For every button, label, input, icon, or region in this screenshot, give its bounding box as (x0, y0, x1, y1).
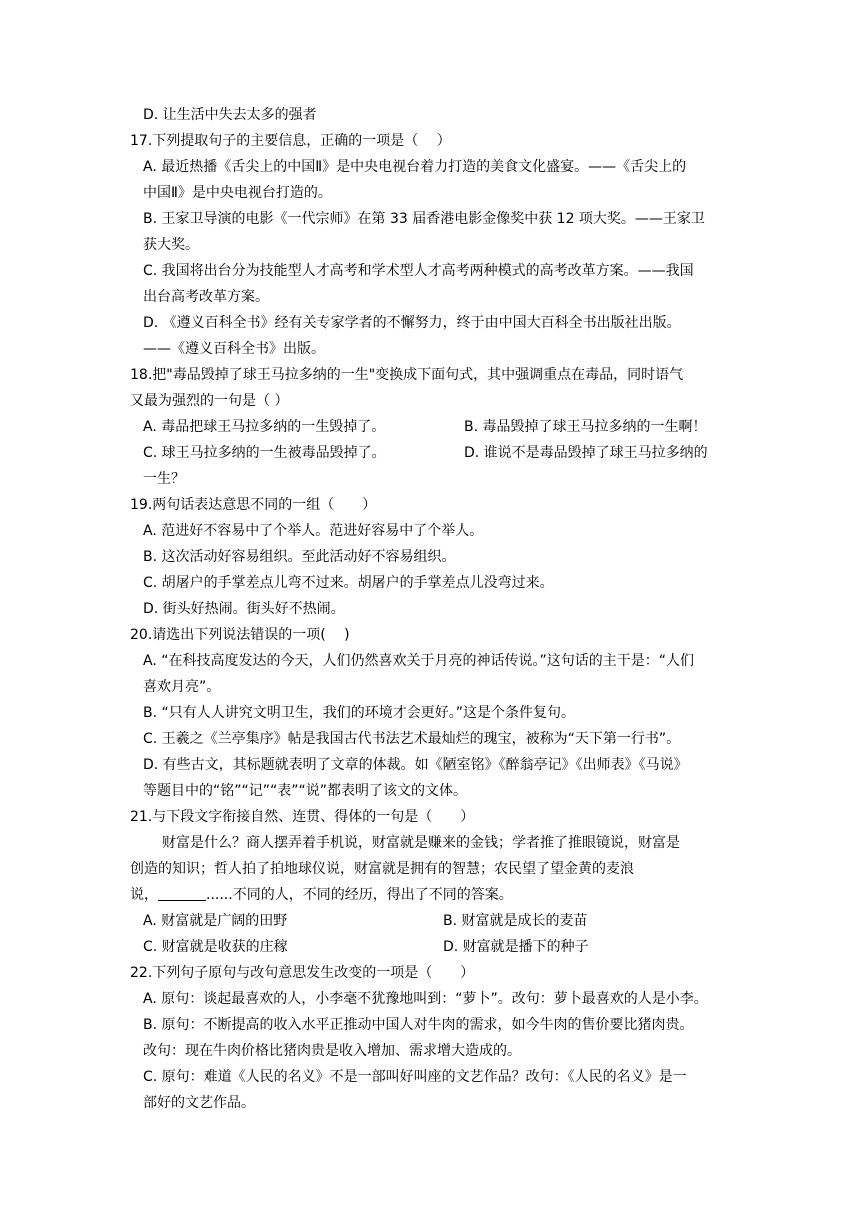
q16-option-d: D. 让生活中失去太多的强者 (143, 107, 317, 123)
q21-passage-text-start: 说， (130, 887, 158, 903)
q20-option-a-line2: 喜欢月亮”。 (143, 679, 221, 695)
q22-option-b-line1: B. 原句：不断提高的收入水平正推动中国人对牛肉的需求，如今牛肉的售价要比猪肉贵。 (143, 1017, 694, 1033)
q21-option-d: D. 财富就是播下的种子 (443, 939, 589, 955)
q17-option-a-line1: A. 最近热播《舌尖上的中国Ⅱ》是中央电视台着力打造的美食文化盛宴。——《舌尖上的 (143, 159, 687, 175)
q22-option-b-line2: 改句：现在牛肉价格比猪肉贵是收入增加、需求增大造成的。 (143, 1043, 521, 1059)
q17-stem: 17.下列提取句子的主要信息，正确的一项是（ ） (130, 133, 451, 149)
q17-option-d-line1: D. 《遵义百科全书》经有关专家学者的不懈努力，终于由中国大百科全书出版社出版。 (143, 315, 681, 331)
q19-option-d: D. 街头好热闹。街头好不热闹。 (143, 601, 345, 617)
q19-stem: 19.两句话表达意思不同的一组（ ） (130, 497, 377, 513)
q19-option-b: B. 这次活动好容易组织。至此活动好不容易组织。 (143, 549, 456, 565)
q20-stem: 20.请选出下列说法错误的一项( ) (130, 627, 350, 643)
q17-option-a-line2: 中国Ⅱ》是中央电视台打造的。 (143, 185, 332, 201)
q21-stem: 21.与下段文字衔接自然、连贯、得体的一句是（ ） (130, 809, 475, 825)
q18-option-d-line1: D. 谁说不是毒品毁掉了球王马拉多纳的 (464, 445, 708, 461)
q17-option-b-line1: B. 王家卫导演的电影《一代宗师》在第 33 届香港电影金像奖中获 12 项大奖。——王家卫 (143, 211, 705, 227)
q20-option-d-line1: D. 有些古文，其标题就表明了文章的体裁。如《陋室铭》《醉翁亭记》《出师表》《马说》 (143, 757, 688, 773)
q21-option-c: C. 财富就是收获的庄稼 (143, 939, 288, 955)
answer-blank (158, 886, 206, 901)
q20-option-c: C. 王羲之《兰亭集序》帖是我国古代书法艺术最灿烂的瑰宝，被称为“天下第一行书”。 (143, 731, 681, 747)
q18-option-b: B. 毒品毁掉了球王马拉多纳的一生啊！ (464, 419, 707, 435)
q22-stem: 22.下列句子原句与改句意思发生改变的一项是（ ） (130, 965, 475, 981)
q18-option-c: C. 球王马拉多纳的一生被毒品毁掉了。 (143, 445, 386, 461)
q21-passage-line2: 创造的知识；哲人拍了拍地球仪说，财富就是拥有的智慧；农民望了望金黄的麦浪 (130, 861, 634, 877)
q21-passage-line3 (130, 885, 513, 905)
q18-option-d-line2: 一生？ (143, 471, 185, 487)
q18-stem-line1: 18.把"毒品毁掉了球王马拉多纳的一生"变换成下面句式，其中强调重点在毒品，同时语气 (130, 367, 684, 383)
q20-option-b: B. “只有人人讲究文明卫生，我们的环境才会更好。”这是个条件复句。 (143, 705, 576, 721)
q19-option-a: A. 范进好不容易中了个举人。范进好容易中了个举人。 (143, 523, 484, 539)
q21-option-b: B. 财富就是成长的麦苗 (443, 913, 588, 929)
q19-option-c: C. 胡屠户的手掌差点儿弯不过来。胡屠户的手掌差点儿没弯过来。 (143, 575, 554, 591)
q18-option-a: A. 毒品把球王马拉多纳的一生毁掉了。 (143, 419, 386, 435)
q22-option-c-line1: C. 原句：难道《人民的名义》不是一部叫好叫座的文艺作品？改句：《人民的名义》是一 (143, 1069, 687, 1085)
q18-stem-line2: 又最为强烈的一句是（ ） (130, 393, 289, 409)
q17-option-c-line1: C. 我国将出台分为技能型人才高考和学术型人才高考两种模式的高考改革方案。——我国 (143, 263, 694, 279)
q21-passage-line1: 财富是什么？商人摆弄着手机说，财富就是赚来的金钱；学者推了推眼镜说，财富是 (162, 835, 680, 851)
q17-option-b-line2: 获大奖。 (143, 237, 199, 253)
q20-option-a-line1: A. “在科技高度发达的今天，人们仍然喜欢关于月亮的神话传说。”这句话的主干是：“人们 (143, 653, 694, 669)
q21-passage-text-end: ......不同的人，不同的经历，得出了不同的答案。 (206, 887, 513, 903)
q21-option-a: A. 财富就是广阔的田野 (143, 913, 288, 929)
q22-option-a: A. 原句：谈起最喜欢的人，小李毫不犹豫地叫到：“萝卜”。改句：萝卜最喜欢的人是小李。 (143, 991, 708, 1007)
q17-option-c-line2: 出台高考改革方案。 (143, 289, 269, 305)
q17-option-d-line2: ——《遵义百科全书》出版。 (143, 341, 325, 357)
q20-option-d-line2: 等题目中的“铭”“记”“表”“说”都表明了该文的文体。 (143, 783, 468, 799)
q22-option-c-line2: 部好的文艺作品。 (143, 1095, 255, 1111)
